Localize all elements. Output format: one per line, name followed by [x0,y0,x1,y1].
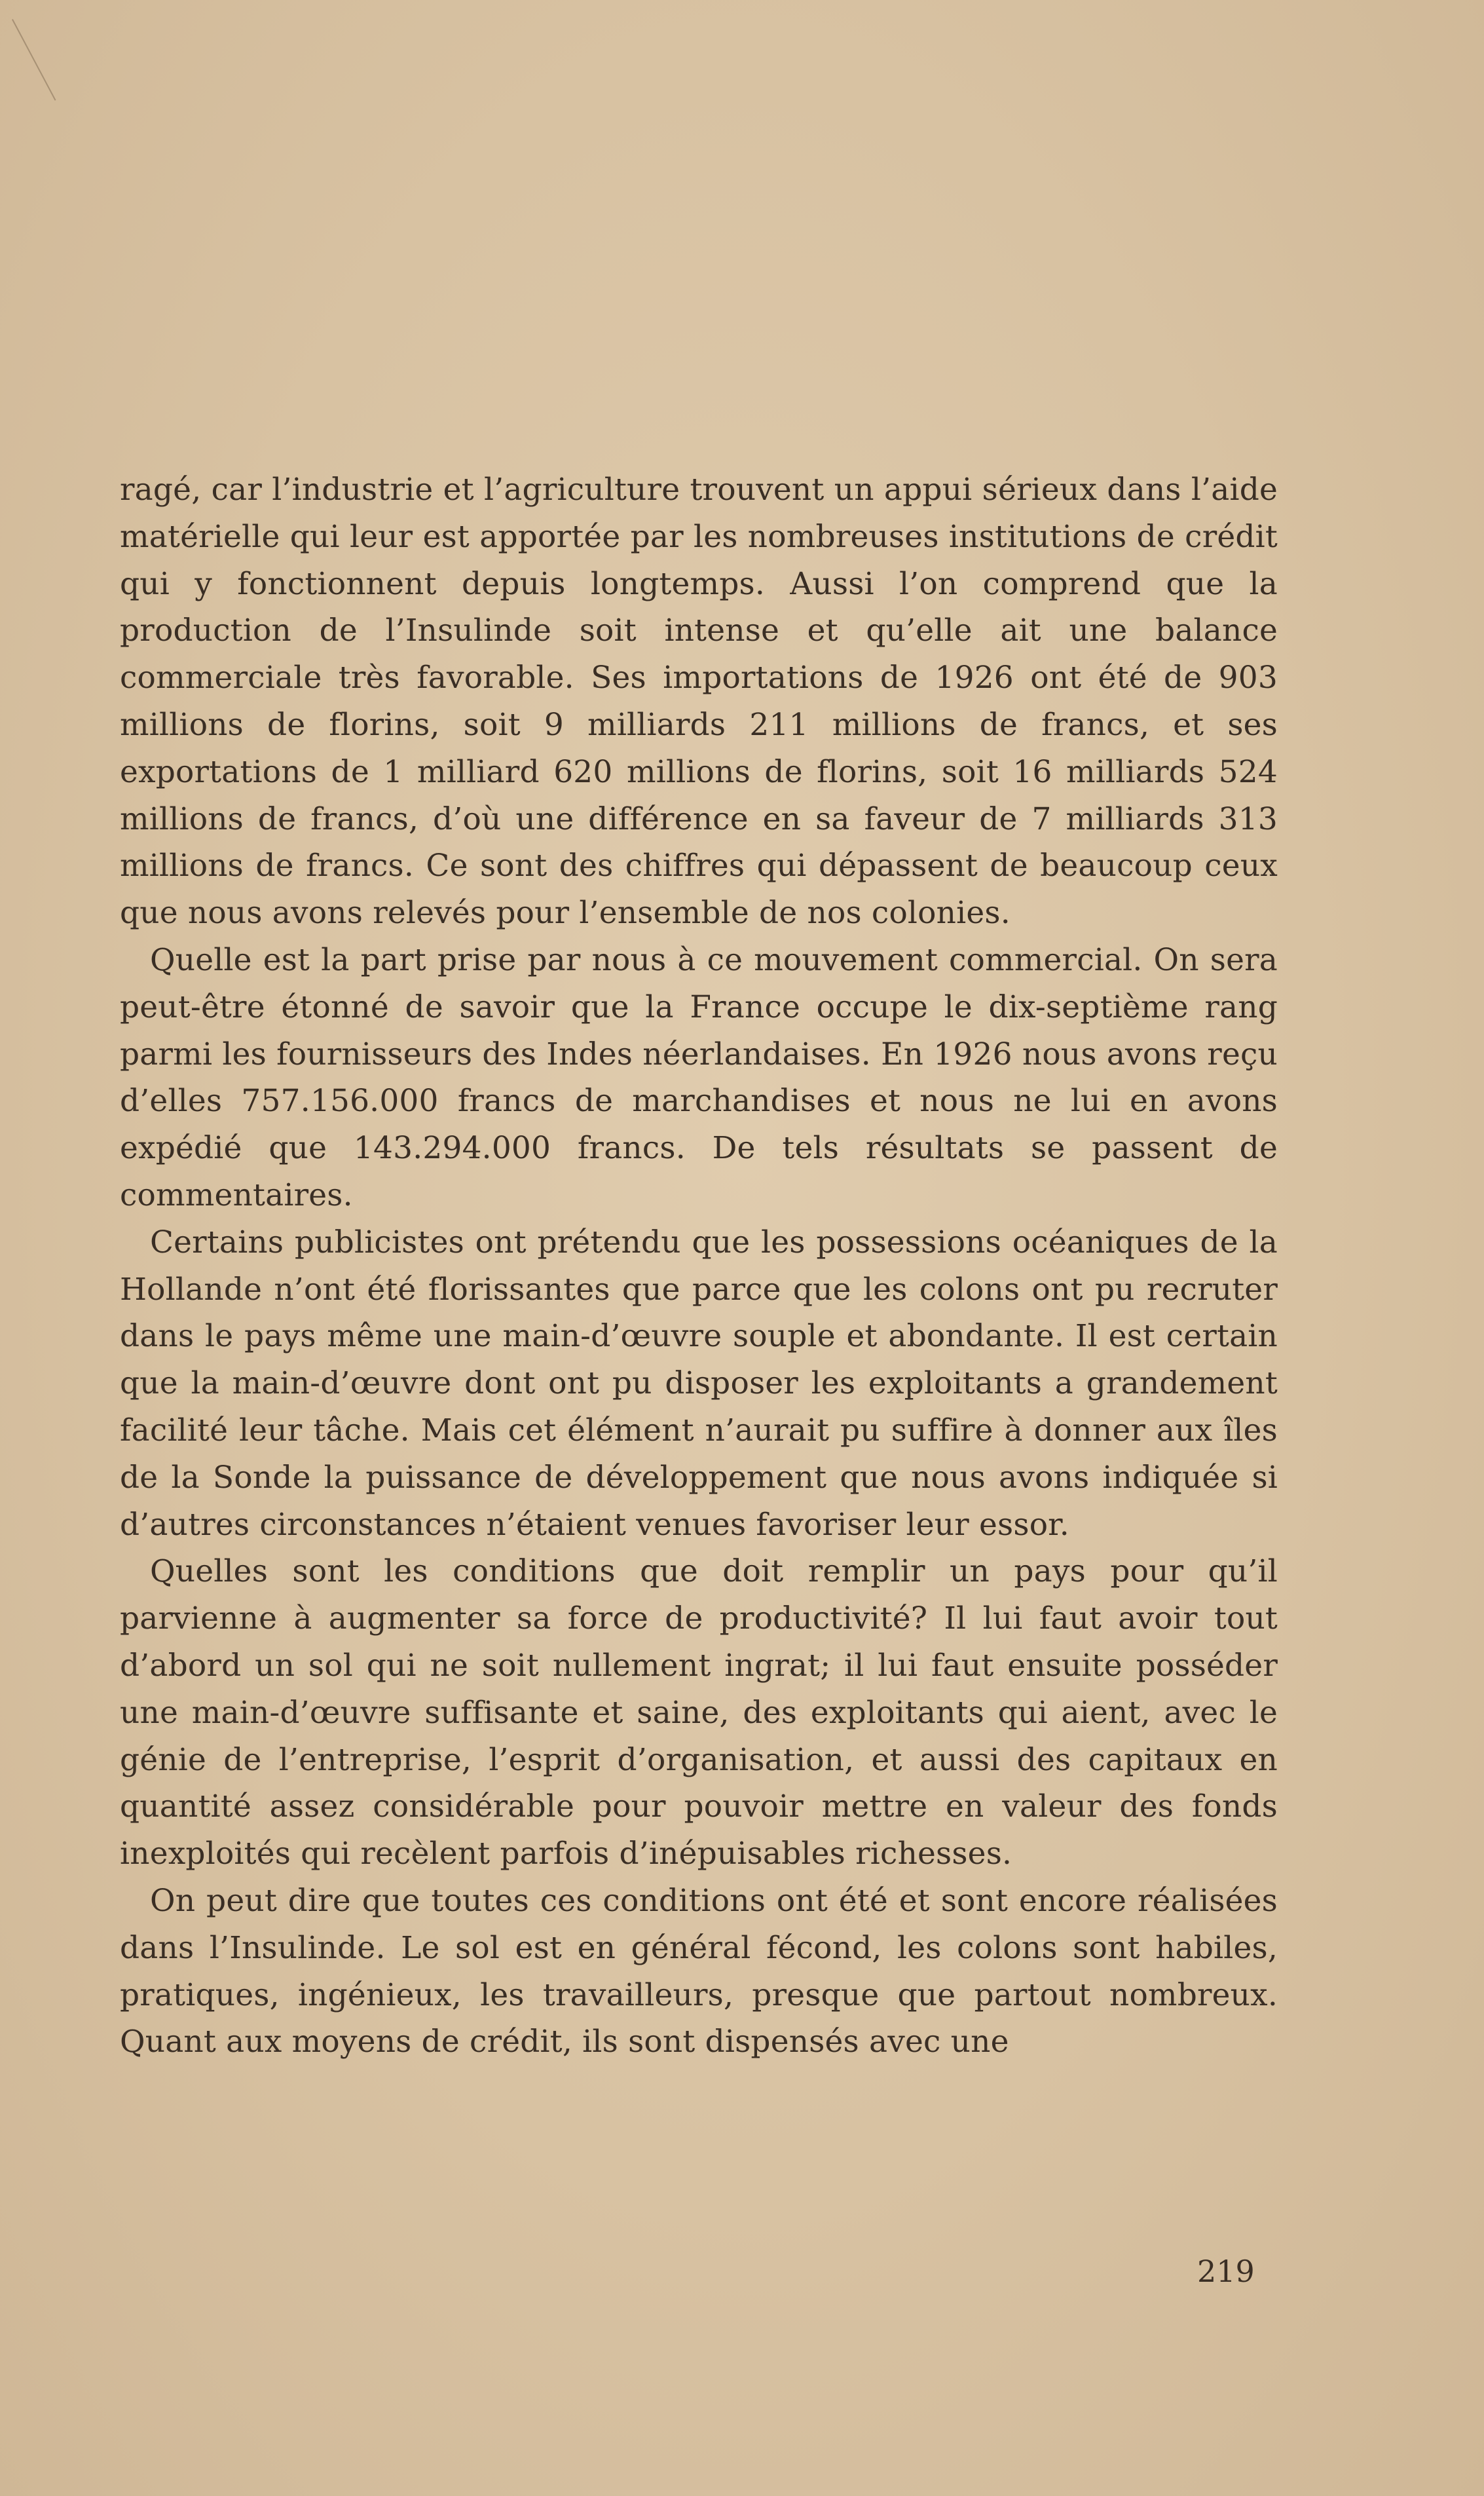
paragraph-conditions: Quelles sont les conditions que doit remplir un pays pour qu’il parvienne à augmenter sa force de productivité? Il lui faut avoir tout d’abord un sol qui ne soit nullement ingrat; il lui faut ensuite posséder une main-d’œuvre suffisante et saine, des exploitants qui aient, avec le génie de l’entreprise, l’esprit d’organisation, et aussi des capitaux en quantité assez considérable pour pouvoir mettre en valeur des fonds inexploités qui recèlent parfois d’inépuisables richesses. [120,1553,1278,1872]
paragraph-insulinde: On peut dire que toutes ces conditions ont été et sont encore réalisées dans l’Insulinde. Le sol est en général fécond, les colons sont habiles, pratiques, ingénieux, les travailleurs, presque que partout nombreux. Quant aux moyens de crédit, ils sont dispensés avec une [120,1882,1278,2060]
paragraph-commerce-share: Quelle est la part prise par nous à ce mouvement commercial. On sera peut-être étonné de savoir que la France occupe le dix-septième rang parmi les fournisseurs des Indes néerlandaises. En 1926 nous avons reçu d’elles 757.156.000 francs de marchandises et nous ne lui en avons expédié que 143.294.000 francs. De tels résultats se passent de commentaires. [120,941,1278,1213]
paper-crease-mark [12,19,56,101]
page-number: 219 [1197,2254,1255,2289]
paragraph-continuation: ragé, car l’industrie et l’agriculture trouvent un appui sérieux dans l’aide matérielle qui leur est apportée par les nombreuses institutions de crédit qui y fonctionnent depuis longtemps. Aussi l’on comprend que la production de l’Insulinde soit intense et qu’elle ait une balance commerciale très favorable. Ses importations de 1926 ont été de 903 millions de florins, soit 9 milliards 211 millions de francs, et ses exportations de 1 milliard 620 millions de florins, soit 16 milliards 524 millions de francs, d’où une différence en sa faveur de 7 milliards 313 millions de francs. Ce sont des chiffres qui dépassent de beaucoup ceux que nous avons relevés pour l’ensemble de nos colonies. [120,472,1278,932]
body-text [120,466,1278,2066]
paragraph-labor: Certains publicistes ont prétendu que les possessions océaniques de la Hollande n’ont été florissantes que parce que les colons ont pu recruter dans le pays même une main-d’œuvre souple et abondante. Il est certain que la main-d’œuvre dont ont pu disposer les exploitants a grandement facilité leur tâche. Mais cet élément n’aurait pu suffire à donner aux îles de la Sonde la puissance de développement que nous avons indiquée si d’autres circonstances n’étaient venues favoriser leur essor. [120,1224,1278,1543]
